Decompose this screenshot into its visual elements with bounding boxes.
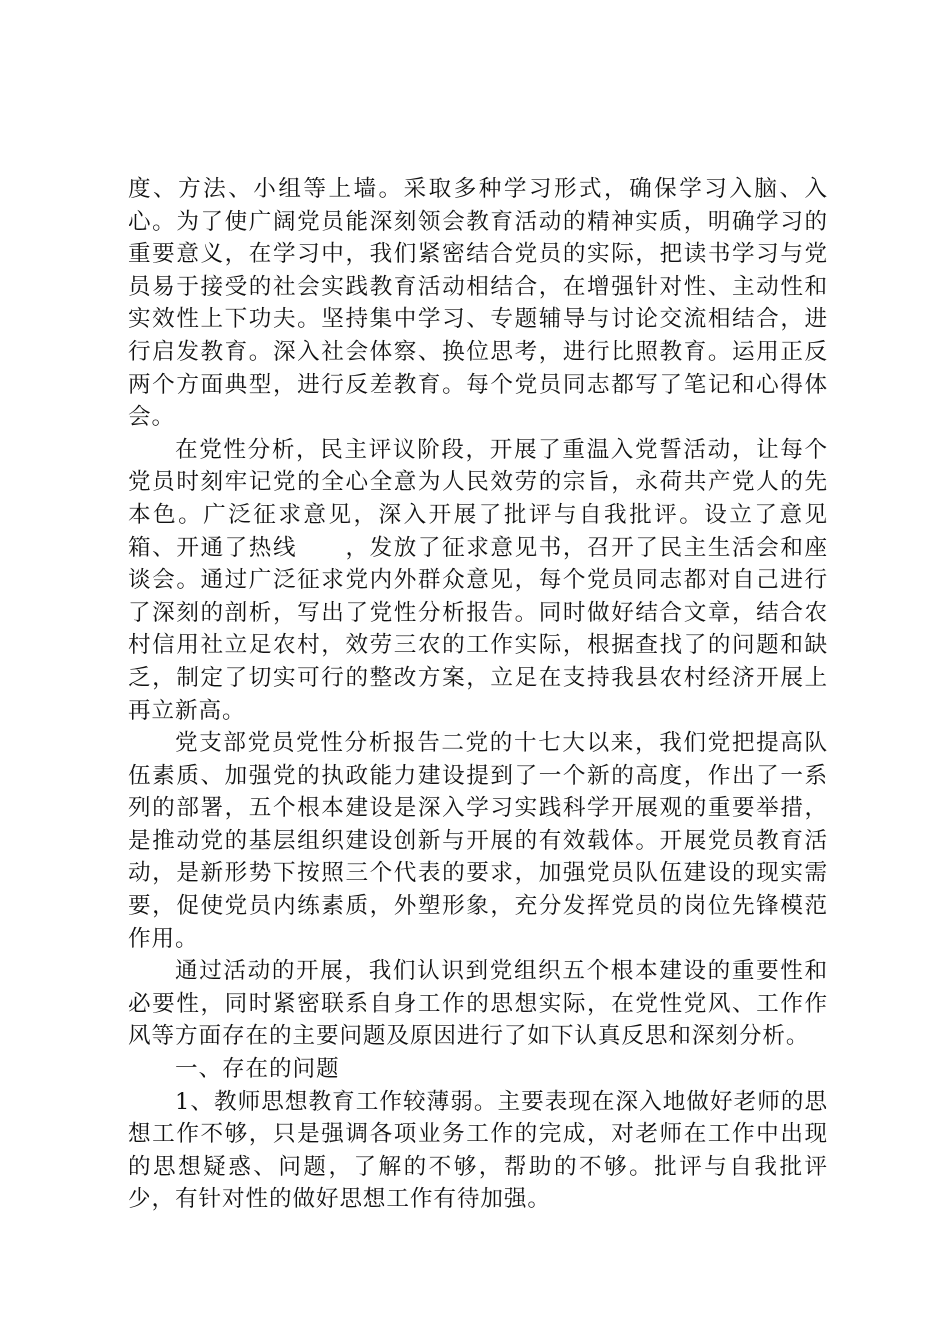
paragraph-3: 党支部党员党性分析报告二党的十七大以来，我们党把提高队伍素质、加强党的执政能力建设提到了一个新的高度，作出了一系列的部署，五个根本建设是深入学习实践科学开展观的重要举措，是推动党的基层组织建设创新与开展的有效载体。开展党员教育活动，是新形势下按照三个代表的要求，加强党员队伍建设的现实需要，促使党员内练素质，外塑形象，充分发挥党员的岗位先锋模范作用。 <box>128 730 828 952</box>
document-body <box>128 173 828 1216</box>
paragraph-6: 1、教师思想教育工作较薄弱。主要表现在深入地做好老师的思想工作不够，只是强调各项业务工作的完成，对老师在工作中出现的思想疑惑、问题，了解的不够，帮助的不够。批评与自我批评少，有针对性的做好思想工作有待加强。 <box>128 1088 828 1213</box>
paragraph-1: 度、方法、小组等上墙。采取多种学习形式，确保学习入脑、入心。为了使广阔党员能深刻领会教育活动的精神实质，明确学习的重要意义，在学习中，我们紧密结合党员的实际，把读书学习与党员易于接受的社会实践教育活动相结合，在增强针对性、主动性和实效性上下功夫。坚持集中学习、专题辅导与讨论交流相结合，进行启发教育。深入社会体察、换位思考，进行比照教育。运用正反两个方面典型，进行反差教育。每个党员同志都写了笔记和心得体会。 <box>128 176 828 431</box>
paragraph-4: 通过活动的开展，我们认识到党组织五个根本建设的重要性和必要性，同时紧密联系自身工作的思想实际，在党性党风、工作作风等方面存在的主要问题及原因进行了如下认真反思和深刻分析。 <box>128 958 828 1050</box>
paragraph-2: 在党性分析，民主评议阶段，开展了重温入党誓活动，让每个党员时刻牢记党的全心全意为人民效劳的宗旨，永荷共产党人的先本色。广泛征求意见，深入开展了批评与自我批评。设立了意见箱、开通了热线 ，发放了征求意见书，召开了民主生活会和座谈会。通过广泛征求党内外群众意见，每个党员同志都对自己进行了深刻的剖析，写出了党性分析报告。同时做好结合文章，结合农村信用社立足农村，效劳三农的工作实际，根据查找了的问题和缺乏，制定了切实可行的整改方案，立足在支持我县农村经济开展上再立新高。 <box>128 436 828 724</box>
section-heading: 一、存在的问题 <box>175 1056 340 1083</box>
